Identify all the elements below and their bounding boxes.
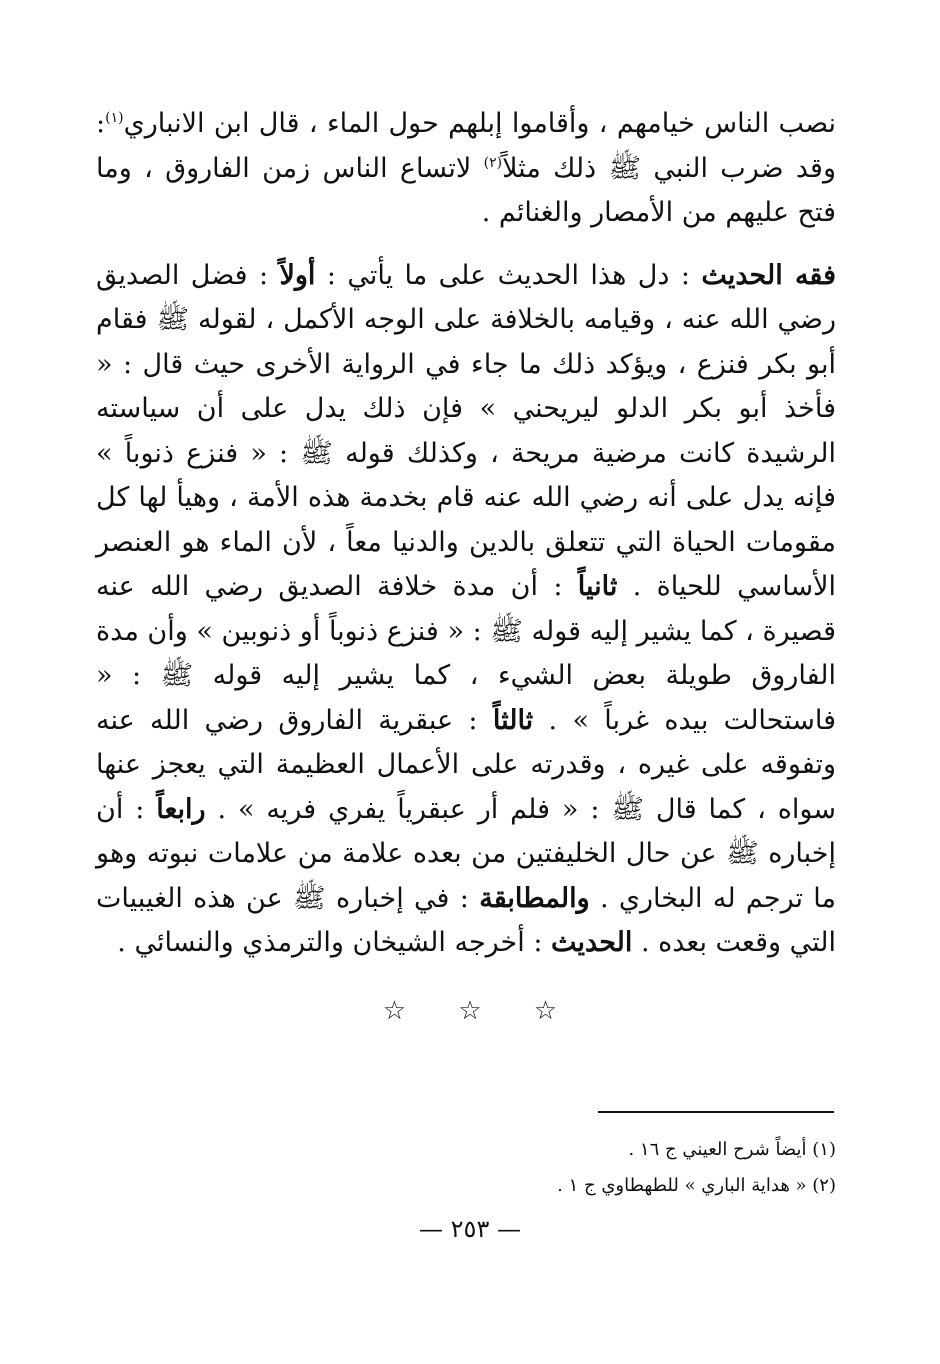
- page-number: — ٢٥٣ —: [419, 1215, 521, 1243]
- heading-fiqh: فقه الحديث: [701, 259, 836, 291]
- label-third: ثالثاً: [492, 704, 534, 736]
- text-run: : أن مدة خلافة الصديق رضي الله عنه قصيرة ، كما يشير إليه قوله ﷺ : « فنزع ذنوباً أو ذنوبين » وأن مدة الفاروق طويلة بعض الشيء ، كما يشير إليه قوله ﷺ : « فاستحالت بيده غرباً » .: [96, 571, 836, 736]
- text-run: لاتساع الناس زمن الفاروق ، وما فتح عليهم من الأمصار والغنائم .: [96, 152, 836, 228]
- footnote-1: (١) أيضاً شرح العيني ج ١٦ .: [628, 1139, 836, 1160]
- star-icon: ☆: [458, 996, 482, 1026]
- text-run: : دل هذا الحديث على ما يأتي :: [315, 259, 702, 291]
- star-icon: ☆: [382, 996, 407, 1026]
- main-text: [96, 102, 836, 966]
- footnote-divider: [598, 1111, 834, 1113]
- text-run: : أن إخباره ﷺ عن حال الخليفتين من بعده علامة من علامات نبوته وهو ما ترجم له البخاري .: [96, 793, 836, 914]
- label-first: أولاً: [279, 259, 316, 291]
- footnote-ref-2[interactable]: (٢): [483, 154, 503, 171]
- label-hadith: الحديث: [551, 927, 633, 958]
- text-run: : وقد ضرب النبي ﷺ ذلك مثلاً: [96, 108, 837, 184]
- text-run: : في إخباره ﷺ عن هذه الغيبيات التي وقعت بعده .: [96, 882, 836, 958]
- label-fourth: رابعاً: [156, 793, 206, 825]
- paragraph-intro: [96, 102, 836, 236]
- footnote-ref-1[interactable]: (١): [105, 110, 124, 126]
- text-run: نصب الناس خيامهم ، وأقاموا إبلهم حول الماء ، قال ابن الانباري: [123, 108, 836, 139]
- star-icon: ☆: [533, 996, 558, 1026]
- label-matching: والمطابقة: [479, 882, 590, 914]
- text-run: : أخرجه الشيخان والترمذي والنسائي .: [117, 927, 551, 958]
- footnote-2: (٢) « هداية الباري » للطهطاوي ج ١ .: [557, 1175, 836, 1196]
- footnotes: [96, 1132, 836, 1204]
- text-run: : عبقرية الفاروق رضي الله عنه وتفوقه على غيره ، وقدرته على الأعمال العظيمة التي يعجز عنها سواه ، كما قال ﷺ : « فلم أر عبقرياً يفري فريه » .: [96, 704, 836, 825]
- section-separator: [0, 996, 940, 1026]
- label-second: ثانياً: [577, 571, 618, 602]
- text-run: : فضل الصديق رضي الله عنه ، وقيامه بالخلافة على الوجه الأكمل ، لقوله ﷺ فقام أبو بكر فنزع ، ويؤكد ذلك ما جاء في الرواية الأخرى حيث قال : « فأخذ أبو بكر الدلو ليريحني » فإن ذلك يدل على أن سياسته الرشيدة كانت مرضية مريحة ، وكذلك قوله ﷺ : « فنزع ذنوباً » فإنه يدل على أنه رضي الله عنه قام بخدمة هذه الأمة ، وهيأ لها كل مقومات الحياة التي تتعلق بالدين والدنيا معاً ، لأن الماء هو العنصر الأساسي للحياة .: [96, 259, 836, 602]
- paragraph-fiqh: [96, 254, 836, 966]
